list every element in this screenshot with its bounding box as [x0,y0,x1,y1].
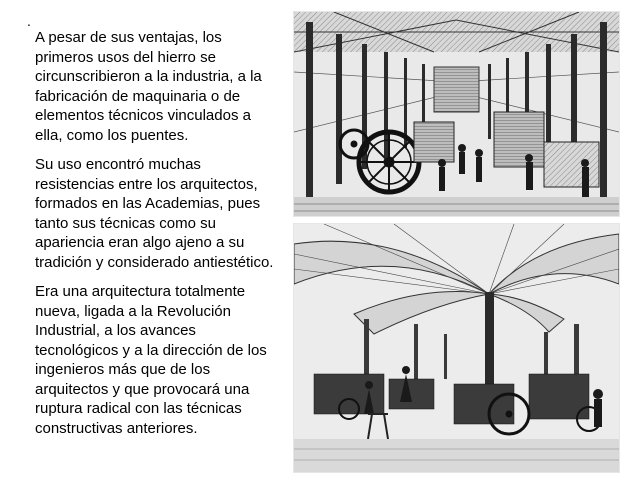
factory-hall-engraving-image [293,223,620,473]
workshop-engraving-illustration [294,12,619,216]
bullet-mark: . [27,13,31,29]
text-column [35,28,277,448]
paragraph-3: Era una arquitectura totalmente nueva, ligada a la Revolución Industrial, a los avances tecnológicos y a la dirección de los ingenieros más que de los arquitectos y que provocará una ruptura radical con las técnicas constructivas anteriores. [35,283,267,437]
paragraph-1: A pesar de sus ventajas, los primeros usos del hierro se circunscribieron a la industria, a la fabricación de maquinaria o de elementos técnicos vinculados a ella, como los puentes. [35,29,262,144]
paragraph-2: Su uso encontró muchas resistencias entre los arquitectos, formados en las Academias, pues tanto sus técnicas como su apariencia eran algo ajeno a su tradición y considerado antiestético. [35,156,274,271]
workshop-engraving-image [293,11,620,217]
factory-hall-engraving-illustration [294,224,619,472]
